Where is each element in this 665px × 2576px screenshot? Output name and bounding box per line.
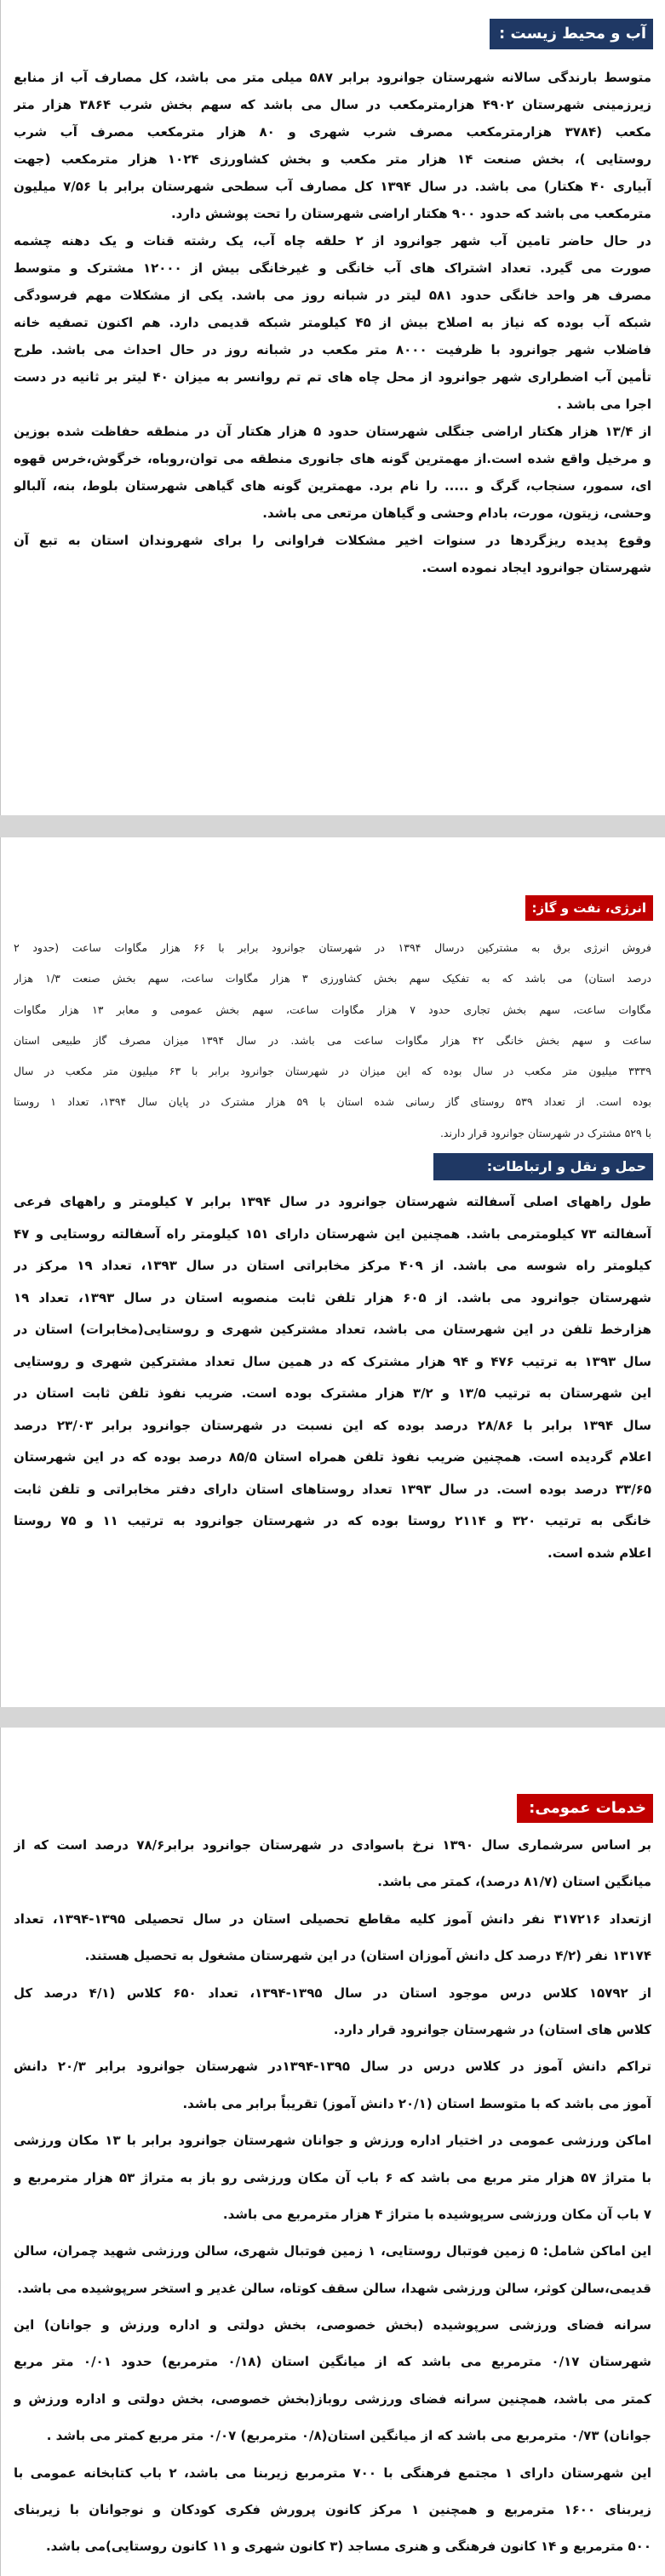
- paragraph-sports-venues: [14, 2122, 651, 2233]
- text-line: ۷ باب آن مکان ورزشی سرپوشیده با متراژ ۴ هزار مترمربع می باشد.: [222, 2206, 651, 2222]
- paragraph-transport: [14, 1186, 651, 1569]
- text-line: با متراژ ۵۷ هزار متر مربع می باشد که ۶ باب آن مکان ورزشی رو باز به متراژ ۵۳ هزار مترمربع و: [14, 2169, 651, 2185]
- text-line: فروش انرژی برق به مشترکین درسال ۱۳۹۴ در شهرستان جوانرود برابر با ۶۶ هزار مگاوات ساعت (حدود ۲: [14, 941, 651, 954]
- text-line: مصرف هر واحد خانگی حدود ۵۸۱ لیتر در شبانه روز می باشد. یکی از مشکلات مهم فرسودگی: [14, 288, 651, 303]
- text-line: کیلومتر راه شوسه می باشد. از ۴۰۹ مرکز مخابراتی استان در سال ۱۳۹۳، تعداد ۱۹ مرکز در: [14, 1258, 651, 1273]
- text-line: کلاس های استان) در شهرستان جوانرود قرار دارد.: [333, 2021, 651, 2037]
- text-line: ساعت و سهم بخش خانگی ۴۲ هزار مگاوات ساعت می باشد. در سال ۱۳۹۴ میزان مصرف گاز طبیعی استان: [14, 1033, 651, 1047]
- text-line: طول راههای اصلی آسفالته شهرستان جوانرود در سال ۱۳۹۴ برابر ۷ کیلومتر و راههای فرعی: [14, 1194, 651, 1209]
- section-body-energy-oil-gas: [14, 933, 651, 1149]
- paragraph-literacy: [14, 1827, 651, 1901]
- text-line: ۳۳۳۹ میلیون متر مکعب در سال بوده که این میزان در شهرستان جوانرود برابر با ۶۳ میلیون متر مکعب در سال: [14, 1065, 651, 1078]
- paragraph-students: [14, 1901, 651, 1975]
- text-line: شهرستان جوانرود ایجاد نموده است.: [421, 560, 651, 575]
- text-line: شبکه آب بوده که نیاز به اصلاح بیش از ۴۵ کیلومتر شبکه قدیمی دارد. هم اکنون تصفیه خانه: [14, 315, 651, 330]
- text-line: آبیاری ۴۰ هکتار) می باشد. در سال ۱۳۹۴ کل مصارف آب سطحی شهرستان برابر با ۷/۵۶ میلیون: [14, 179, 651, 194]
- text-line: صورت می گیرد. تعداد اشتراک های آب خانگی و غیرخانگی بیش از ۱۲۰۰۰ مشترک و متوسط: [14, 260, 651, 276]
- text-line: ای، سمور، سنجاب، گرگ و ..... را نام برد. مهمترین گونه های گیاهی شهرستان بلوط، بنه، آلبالو: [14, 478, 651, 494]
- text-line: مترمکعب می باشد که حدود ۹۰۰ هکتار اراضی شهرستان را تحت پوشش دارد.: [170, 206, 651, 221]
- text-line: خانگی به ترتیب ۳۲۰ و ۲۱۱۴ روستا بوده که در شهرستان جوانرود به ترتیب ۱۱ و ۷۵ روستا: [14, 1513, 651, 1528]
- text-line: آسفالته ۷۳ کیلومترمی باشد. همچنین این شهرستان دارای ۱۵۱ کیلومتر راه آسفالته روستایی و ۴۷: [14, 1225, 651, 1242]
- text-line: اعلام شده است.: [547, 1545, 651, 1561]
- text-line: جوانان) ۰/۷۳ مترمربع می باشد که از میانگین استان(۰/۸ مترمربع) ۰/۰۷ متر مربع کمتر می باشد .: [46, 2428, 651, 2444]
- page-3: [0, 1728, 665, 2576]
- paragraph-forests-wildlife: [14, 418, 651, 527]
- text-line: بوده است. از تعداد ۵۳۹ روستای گاز رسانی شده استان با ۵۹ هزار مشترک در پایان سال ۱۳۹۴، تعداد ۱ روستا: [14, 1095, 651, 1109]
- paragraph-class-density: [14, 2048, 651, 2122]
- text-line: این اماکن شامل: ۵ زمین فوتبال روستایی، ۱ زمین فوتبال شهری، سالن ورزشی شهید چمران، سالن: [14, 2243, 651, 2259]
- text-line: هزارخط تلفن در این شهرستان می باشد، تعداد مشترکین شهری و روستایی(مخابرات) استان در: [14, 1322, 651, 1337]
- paragraph-cultural-facilities: [14, 2455, 651, 2566]
- text-line: با ۵۲۹ مشترک در شهرستان جوانرود قرار دارند.: [439, 1126, 651, 1139]
- text-line: اجرا می باشد .: [557, 397, 651, 412]
- text-line: بر اساس سرشماری سال ۱۳۹۰ نرخ باسوادی در شهرستان جوانرود برابر۷۸/۶ درصد است که از: [14, 1837, 651, 1853]
- text-line: سرانه فضای ورزشی سرپوشیده (بخش خصوصی، بخش دولتی و اداره ورزش و جوانان) این: [14, 2317, 651, 2333]
- text-line: روستایی )، بخش صنعت ۱۴ هزار متر مکعب و بخش کشاورزی ۱۰۲۴ هزار مترمکعب (جهت: [14, 151, 651, 167]
- paragraph-water-usage: [14, 64, 651, 227]
- text-line: آموز می باشد که با متوسط استان (۲۰/۱ دانش آموز) تقریباً برابر می باشد.: [182, 2095, 651, 2111]
- text-line: وحشی، زیتون، مورت، بادام وحشی و گیاهان مرتعی می باشد.: [262, 505, 651, 521]
- page-1: [0, 0, 665, 815]
- text-line: از ۱۵۷۹۲ کلاس درس موجود استان در سال ۱۳۹۵-۱۳۹۴، تعداد ۶۵۰ کلاس (۴/۱ درصد کل: [14, 1985, 651, 2001]
- text-line: تراکم دانش آموز در کلاس درس در سال ۱۳۹۵-۱۳۹۴در شهرستان جوانرود برابر ۲۰/۳ دانش: [14, 2059, 651, 2075]
- text-line: ۵۰۰ مترمربع و ۱۴ کانون فرهنگی و هنری مساجد (۳ کانون شهری و ۱۱ کانون روستایی)می باشد.: [45, 2539, 651, 2555]
- paragraph-water-supply: [14, 227, 651, 418]
- section-body-transport-communications: [14, 1186, 651, 1569]
- section-heading-water-environment: آب و محیط زیست :: [490, 19, 653, 49]
- text-line: از ۱۳/۴ هزار هکتار اراضی جنگلی شهرستان حدود ۵ هزار هکتار آن در منطقه حفاظت شده بوزین: [14, 424, 651, 439]
- paragraph-energy: [14, 933, 651, 1149]
- paragraph-dust-storms: [14, 527, 651, 581]
- text-line: مگاوات ساعت، سهم بخش تجاری حدود ۷ هزار مگاوات ساعت، سهم بخش عمومی و معابر ۱۳ هزار مگاوات: [14, 1002, 651, 1016]
- text-line: این شهرستان به ترتیب ۱۳/۵ و ۳/۲ هزار مشترک بوده است. ضریب نفوذ تلفن ثابت استان در: [14, 1385, 651, 1401]
- text-line: سال ۱۳۹۴ برابر با ۲۸/۸۶ درصد بوده که این نسبت در شهرستان جوانرود برابر ۲۳/۰۳ درصد: [14, 1417, 651, 1433]
- text-line: ۱۳۱۷۴ نفر (۴/۲ درصد کل دانش آموزان استان) در این شهرستان مشغول به تحصیل هستند.: [84, 1948, 651, 1964]
- text-line: متوسط بارندگی سالانه شهرستان جوانرود برابر ۵۸۷ میلی متر می باشد، کل مصارف آب از منابع: [14, 70, 651, 85]
- text-line: زیرزمینی شهرستان ۴۹۰۲ هزارمترمکعب در سال می باشد که سهم بخش شرب ۳۸۶۴ هزار متر: [14, 97, 651, 112]
- text-line: و مرخیل واقع شده است.از مهمترین گونه های جانوری منطقه می توان،روباه، خرگوش،خرس قهوه: [14, 451, 651, 466]
- text-line: مکعب (۳۷۸۴ هزارمترمکعب مصرف شرب شهری و ۸۰ هزار مترمکعب مصرف آب شرب: [14, 124, 651, 140]
- text-line: شهرستان جوانرود می باشد. از ۶۰۵ هزار تلفن ثابت منصوبه استان در سال ۱۳۹۳، تعداد ۱۹: [14, 1289, 651, 1305]
- text-line: درصد استان) می باشد که به تفکیک سهم بخش کشاورزی ۳ هزار مگاوات ساعت، سهم بخش صنعت ۱/۳ هزار: [14, 972, 651, 985]
- text-line: ۳۳/۶۵ درصد بوده است. در سال ۱۳۹۳ تعداد روستاهای استان دارای دفتر مخابراتی و تلفن ثابت: [14, 1481, 651, 1497]
- section-heading-transport-communications: حمل و نقل و ارتباطات:: [433, 1153, 653, 1180]
- text-line: ازتعداد ۳۱۷۲۱۶ نفر دانش آموز کلیه مقاطع تحصیلی استان در سال تحصیلی ۱۳۹۵-۱۳۹۴، تعداد: [14, 1911, 651, 1927]
- section-heading-energy-oil-gas: انرژی، نفت و گاز:: [525, 895, 653, 921]
- text-line: وقوع پدیده ریزگردها در سنوات اخیر مشکلات فراوانی را برای شهروندان استان به تبع آن: [14, 533, 651, 548]
- text-line: اماکن ورزشی عمومی در اختیار اداره ورزش و جوانان شهرستان جوانرود برابر با ۱۳ مکان ورزشی: [14, 2133, 651, 2149]
- text-line: شهرستان ۰/۱۷ مترمربع می باشد که از میانگین استان (۰/۱۸ مترمربع) حدود ۰/۰۱ متر مربع: [14, 2354, 651, 2370]
- text-line: در حال حاضر تامین آب شهر جوانرود از ۲ حلقه چاه آب، یک رشته قنات و یک دهنه چشمه: [14, 233, 651, 248]
- text-line: قدیمی،سالن کوثر، سالن ورزشی شهدا، سالن سقف کوتاه، سالن غدیر و استخر سرپوشیده می باشد.: [17, 2280, 651, 2296]
- section-body-water-environment: [14, 64, 651, 581]
- paragraph-classrooms: [14, 1975, 651, 2049]
- section-body-public-services: [14, 1827, 651, 2566]
- text-line: فاضلاب شهر جوانرود با ظرفیت ۸۰۰۰ متر مکعب در شبانه روز در حال احداث می باشد. طرح: [14, 342, 651, 357]
- page-2: [0, 837, 665, 1707]
- text-line: زیربنای ۱۶۰۰ مترمربع و همچنین ۱ مرکز کانون پرورش فکری کودکان و نوجوانان با زیربنای: [14, 2502, 651, 2518]
- text-line: میانگین استان (۸۱/۷ درصد)، کمتر می باشد.: [377, 1874, 651, 1890]
- text-line: سال ۱۳۹۳ به ترتیب ۴۷۶ و ۹۴ هزار مشترک که در همین سال تعداد مشترکین شهری و روستایی: [14, 1353, 651, 1369]
- text-line: تأمین آب اضطراری شهر جوانرود از محل چاه های تم تم روانسر به میزان ۴۰ لیتر بر ثانیه در دست: [14, 369, 651, 385]
- paragraph-sports-per-capita: [14, 2307, 651, 2455]
- text-line: اعلام گردیده است. همچنین ضریب نفوذ تلفن همراه استان ۸۵/۵ درصد بوده که در این شهرستان: [14, 1449, 651, 1465]
- section-heading-public-services: خدمات عمومی:: [517, 1794, 653, 1823]
- paragraph-venue-list: [14, 2233, 651, 2307]
- text-line: کمتر می باشد، همچنین سرانه فضای ورزشی روباز(بخش خصوصی، بخش دولتی و اداره ورزش و: [14, 2390, 651, 2407]
- text-line: این شهرستان دارای ۱ مجتمع فرهنگی با ۷۰۰ مترمربع زیربنا می باشد، ۲ باب کتابخانه عمومی با: [14, 2465, 651, 2481]
